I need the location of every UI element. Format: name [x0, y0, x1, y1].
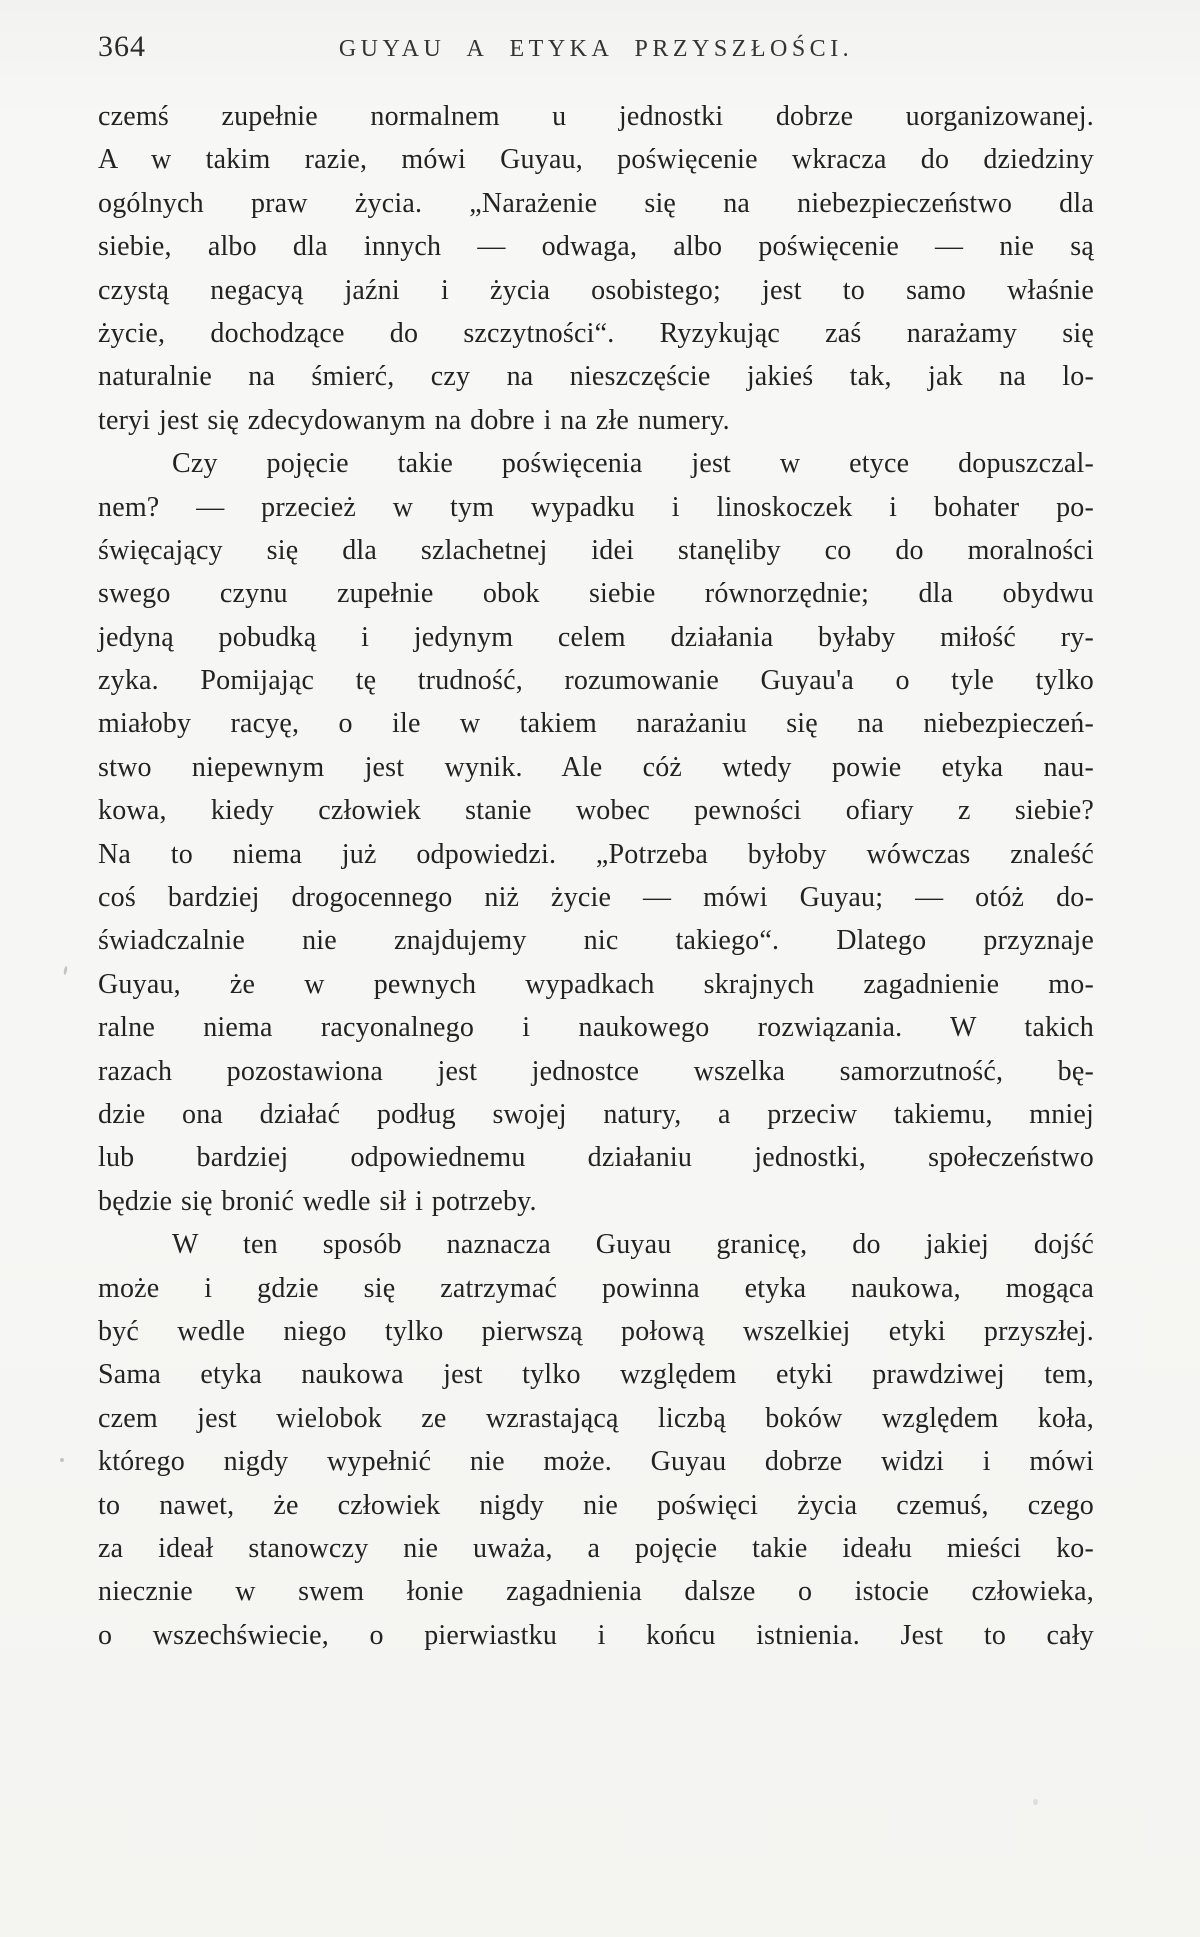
page-body	[98, 95, 1094, 1657]
text-line: coś bardziej drogocennego niż życie — mówi Guyau; — otóż do-	[98, 882, 1094, 914]
text-line: czemś zupełnie normalnem u jednostki dobrze uorganizowanej.	[98, 101, 1094, 132]
page-header	[0, 0, 1200, 64]
text-line: życie, dochodzące do szczytności“. Ryzykując zaś narażamy się	[98, 317, 1094, 349]
text-line: swego czynu zupełnie obok siebie równorzędnie; dla obydwu	[98, 578, 1094, 610]
text-line: Guyau, że w pewnych wypadkach skrajnych zagadnienie mo-	[98, 968, 1094, 1000]
text-line: kowa, kiedy człowiek stanie wobec pewności ofiary z siebie?	[98, 795, 1094, 827]
text-line: dzie ona działać podług swojej natury, a przeciw takiemu, mniej	[98, 1098, 1094, 1130]
text-line: razach pozostawiona jest jednostce wszelka samorzutność, bę-	[98, 1055, 1094, 1087]
text-line: W ten sposób naznacza Guyau granicę, do jakiej dojść	[172, 1229, 1094, 1261]
text-line: czem jest wielobok ze wzrastającą liczbą boków względem koła,	[98, 1402, 1094, 1434]
text-line: może i gdzie się zatrzymać powinna etyka naukowa, mogąca	[98, 1272, 1094, 1304]
text-line: jedyną pobudką i jedynym celem działania byłaby miłość ry-	[98, 621, 1094, 653]
text-line: niecznie w swem łonie zagadnienia dalsze o istocie człowieka,	[98, 1576, 1094, 1608]
scan-speck	[63, 966, 68, 975]
text-line: stwo niepewnym jest wynik. Ale cóż wtedy powie etyka nau-	[98, 751, 1094, 783]
text-line: czystą negacyą jaźni i życia osobistego; jest to samo właśnie	[98, 274, 1094, 306]
text-line: A w takim razie, mówi Guyau, poświęcenie wkracza do dziedziny	[98, 144, 1094, 176]
text-line: ralne niema racyonalnego i naukowego rozwiązania. W takich	[98, 1012, 1094, 1044]
text-line: Sama etyka naukowa jest tylko względem etyki prawdziwej tem,	[98, 1359, 1094, 1391]
page-number: 364	[98, 30, 146, 63]
text-line: być wedle niego tylko pierwszą połową wszelkiej etyki przyszłej.	[98, 1315, 1094, 1347]
text-line: nem? — przecież w tym wypadku i linoskoczek i bohater po-	[98, 491, 1094, 523]
text-line: będzie się bronić wedle sił i potrzeby.	[98, 1185, 537, 1217]
text-line: teryi jest się zdecydowanym na dobre i na złe numery.	[98, 404, 730, 436]
scan-speck	[60, 1458, 64, 1462]
scan-speck	[1033, 1799, 1038, 1805]
text-line: Czy pojęcie takie poświęcenia jest w etyce dopuszczal-	[172, 448, 1094, 480]
text-line: zyka. Pomijając tę trudność, rozumowanie Guyau'a o tyle tylko	[98, 665, 1094, 697]
text-line: którego nigdy wypełnić nie może. Guyau dobrze widzi i mówi	[98, 1446, 1094, 1478]
text-line: świadczalnie nie znajdujemy nic takiego“. Dlatego przyznaje	[98, 925, 1094, 957]
text-line: święcający się dla szlachetnej idei stanęliby co do moralności	[98, 534, 1094, 566]
text-line: ogólnych praw życia. „Narażenie się na niebezpieczeństwo dla	[98, 187, 1094, 219]
running-title: GUYAU A ETYKA PRZYSZŁOŚCI.	[338, 36, 854, 62]
text-line: to nawet, że człowiek nigdy nie poświęci życia czemuś, czego	[98, 1489, 1094, 1521]
text-line: Na to niema już odpowiedzi. „Potrzeba byłoby wówczas znaleść	[98, 838, 1094, 870]
text-line: o wszechświecie, o pierwiastku i końcu istnienia. Jest to cały	[98, 1619, 1094, 1651]
text-line: za ideał stanowczy nie uważa, a pojęcie takie ideału mieści ko-	[98, 1532, 1094, 1564]
text-line: lub bardziej odpowiednemu działaniu jednostki, społeczeństwo	[98, 1142, 1094, 1174]
text-line: siebie, albo dla innych — odwaga, albo poświęcenie — nie są	[98, 231, 1094, 263]
text-line: naturalnie na śmierć, czy na nieszczęście jakieś tak, jak na lo-	[98, 361, 1094, 393]
text-line: miałoby racyę, o ile w takiem narażaniu się na niebezpieczeń-	[98, 708, 1094, 740]
